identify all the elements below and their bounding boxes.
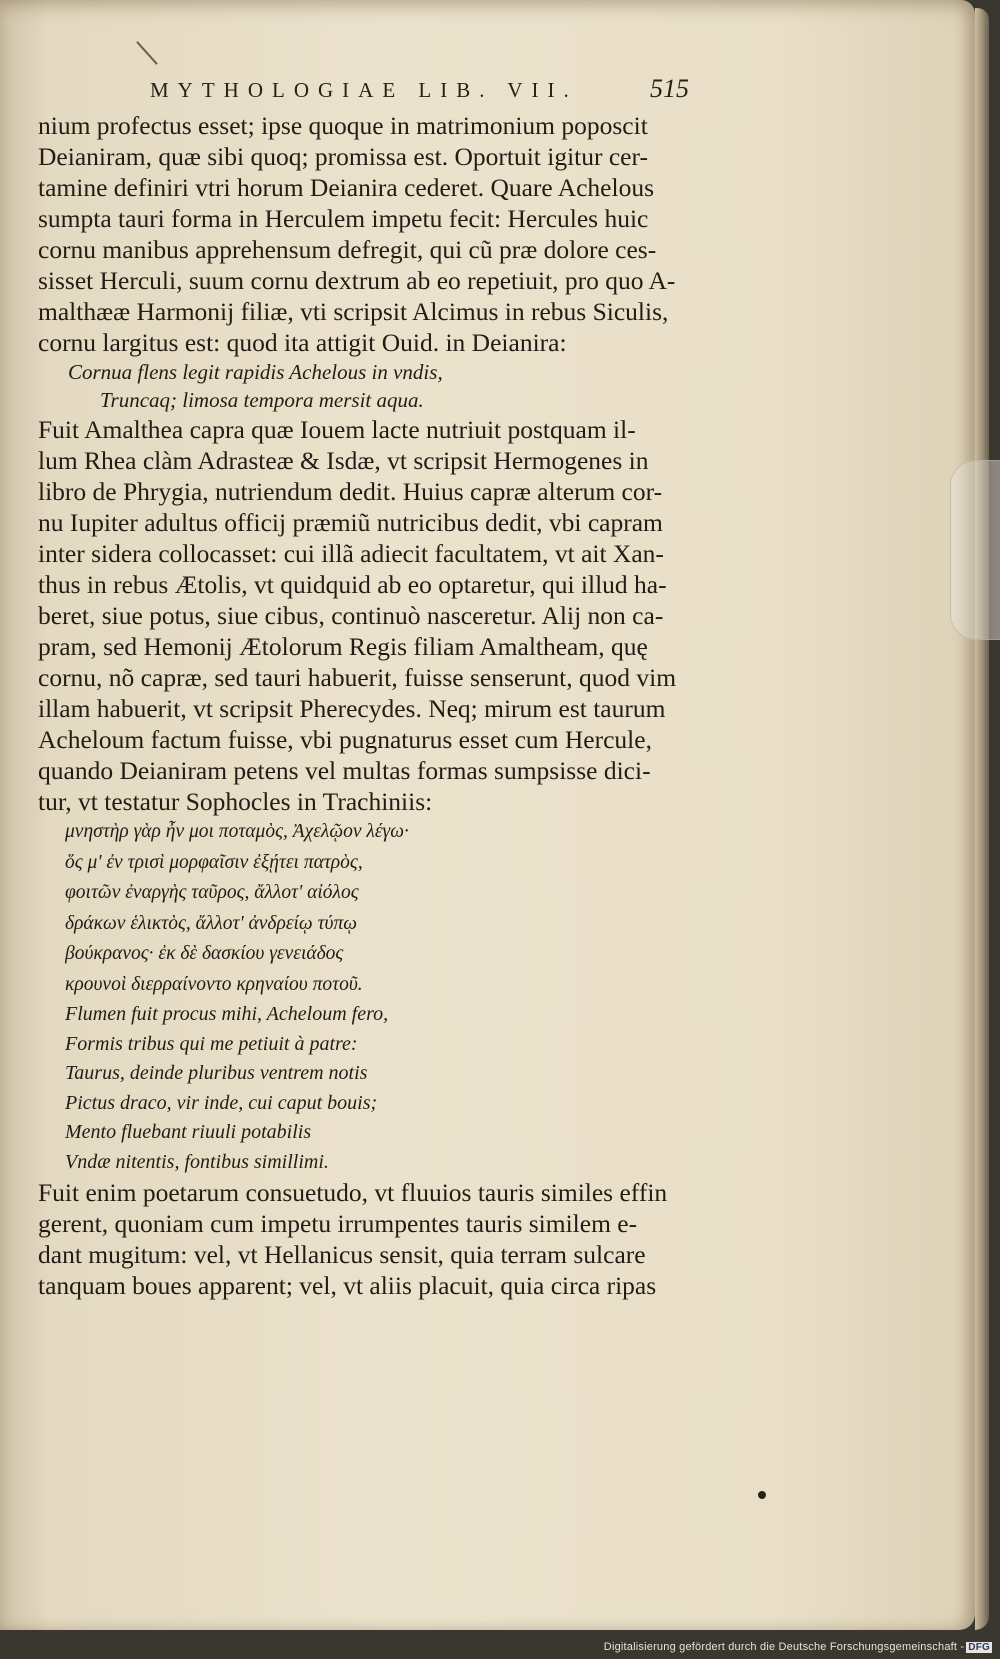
text-line: tanquam boues apparent; vel, vt aliis placuit, quia circa ripas [38, 1271, 657, 1300]
text-line: thus in rebus Ætolis, vt quidquid ab eo optaretur, qui illud ha- [38, 570, 667, 599]
text-line: nium profectus esset; ipse quoque in matrimonium poposcit [38, 111, 648, 140]
dfg-logo: DFG [968, 1642, 990, 1653]
verse-line: Flumen fuit procus mihi, Acheloum fero, [65, 1003, 389, 1025]
verse-line: Taurus, deinde pluribus ventrem notis [65, 1062, 368, 1084]
text-line: tur, vt testatur Sophocles in Trachiniis: [38, 787, 433, 816]
verse-line: φοιτῶν ἐναργὴς ταῦρος, ἄλλοτ' αἰόλος [65, 882, 359, 903]
verse-line: Truncaq; limosa tempora mersit aqua. [100, 388, 424, 412]
text-line: lum Rhea clàm Adrasteæ & Isdæ, vt scripsit Hermogenes in [38, 446, 649, 475]
text-line: dant mugitum: vel, vt Hellanicus sensit, quia terram sulcare [38, 1240, 646, 1269]
verse-line: μνηστὴρ γὰρ ἦν μοι ποταμὸς, Ἀχελῷον λέγω· [65, 821, 409, 842]
text-line: Fuit Amalthea capra quæ Iouem lacte nutriuit postquam il- [38, 415, 636, 444]
page-clip-tab [950, 460, 1000, 640]
text-line: malthææ Harmonij filiæ, vti scripsit Alcimus in rebus Siculis, [38, 297, 669, 326]
verse-line: ὅς μ' ἐν τρισὶ μορφαῖσιν ἐξῄτει πατρὸς, [65, 851, 363, 873]
digitization-credit [604, 1641, 992, 1653]
text-line: cornu largitus est: quod ita attigit Ouid. in Deianira: [38, 328, 567, 357]
text-line: libro de Phrygia, nutriendum dedit. Huius capræ alterum cor- [38, 477, 663, 506]
verse-line: Pictus draco, vir inde, cui caput bouis; [65, 1091, 378, 1114]
verse-line: βούκρανος· ἐκ δὲ δασκίου γενειάδος [65, 943, 344, 964]
page-text [38, 110, 943, 1301]
text-line: pram, sed Hemonij Ætolorum Regis filiam Amaltheam, quę [38, 632, 648, 661]
running-title: MYTHOLOGIAE LIB. VII. [150, 78, 578, 102]
text-line: illam habuerit, vt scripsit Pherecydes. Neq; mirum est taurum [38, 694, 666, 723]
text-line: Deianiram, quæ sibi quoq; promissa est. Oportuit igitur cer- [38, 142, 648, 171]
text-line: sisset Herculi, suum cornu dextrum ab eo repetiuit, pro quo A- [38, 266, 676, 295]
text-line: Fuit enim poetarum consuetudo, vt fluuios tauris similes effin [38, 1178, 668, 1207]
page-number: 515 [650, 74, 689, 103]
text-line: cornu manibus apprehensum defregit, qui cũ præ dolore ces- [38, 235, 657, 264]
text-line: inter sidera collocasset: cui illã adiecit facultatem, vt ait Xan- [38, 539, 664, 568]
text-line: Acheloum factum fuisse, vbi pugnaturus esset cum Hercule, [38, 725, 652, 754]
credit-text: Digitalisierung gefördert durch die Deutsche Forschungsgemeinschaft - [603, 1641, 965, 1653]
ink-dot [758, 1491, 766, 1499]
text-line: quando Deianiram petens vel multas formas sumpsisse dici- [38, 756, 651, 785]
latin-verse [38, 1000, 943, 1177]
verse-line: Cornua flens legit rapidis Achelous in vndis, [68, 360, 443, 384]
text-line: cornu, nõ capræ, sed tauri habuerit, fuisse senserunt, quod vim [38, 663, 677, 692]
greek-verse [38, 817, 943, 1000]
paragraph-3 [38, 1177, 943, 1301]
verse-line: δράκων ἑλικτὸς, ἄλλοτ' ἀνδρείῳ τύπῳ [65, 912, 358, 934]
text-line: nu Iupiter adultus officij præmiũ nutricibus dedit, vbi capram [38, 508, 663, 537]
verse-line: Mento fluebant riuuli potabilis [65, 1121, 312, 1143]
paragraph-2 [38, 414, 943, 817]
verse-line: Formis tribus qui me petiuit à patre: [65, 1032, 358, 1055]
page-edge [975, 8, 989, 1630]
ovid-verse [38, 358, 943, 414]
text-line: tamine definiri vtri horum Deianira cederet. Quare Achelous [38, 173, 655, 202]
paragraph-1 [38, 110, 943, 358]
verse-line: κρουνοὶ διερραίνοντο κρηναίου ποτοῦ. [65, 973, 363, 995]
verse-line: Vndæ nitentis, fontibus simillimi. [65, 1150, 329, 1173]
text-line: beret, siue potus, siue cibus, continuò nasceretur. Alij non ca- [38, 601, 664, 630]
text-line: sumpta tauri forma in Herculem impetu fecit: Hercules huic [38, 204, 649, 233]
text-line: gerent, quoniam cum impetu irrumpentes tauris similem e- [38, 1209, 638, 1238]
